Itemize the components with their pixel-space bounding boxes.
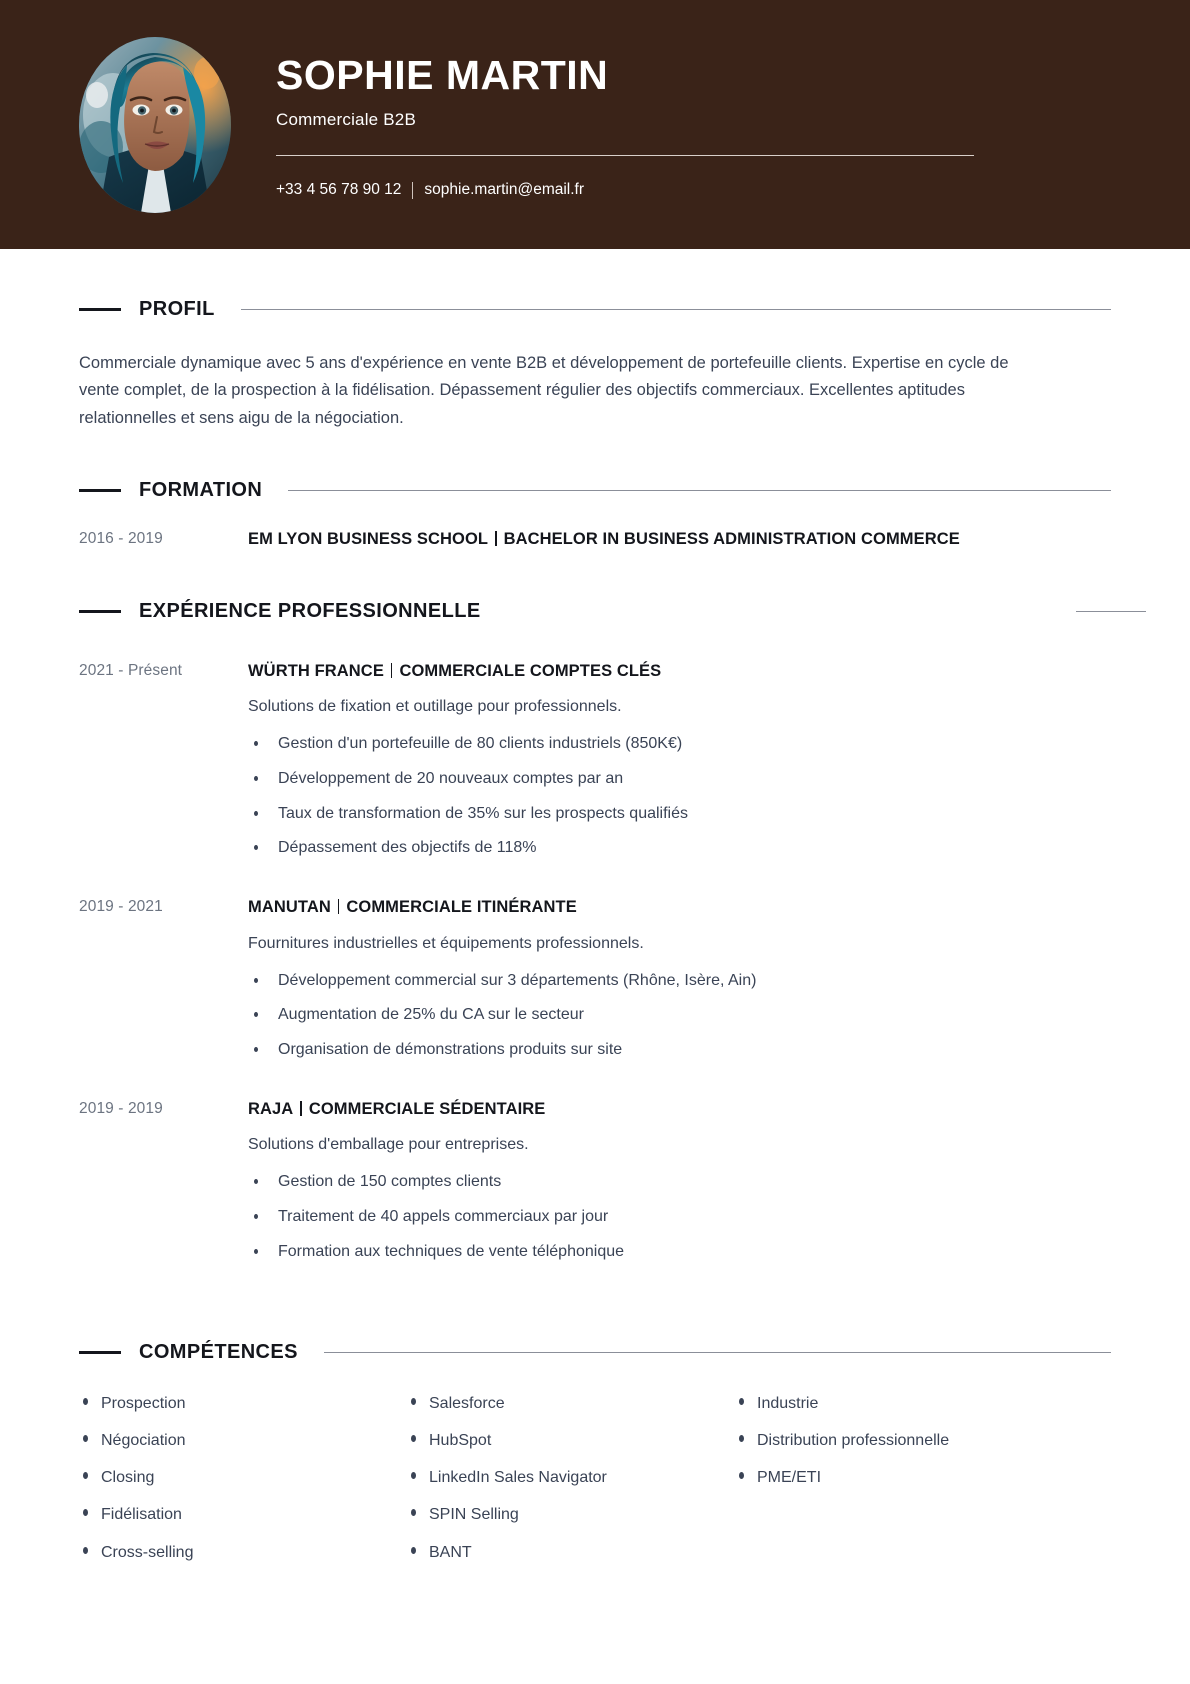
list-item: Traitement de 40 appels commerciaux par jour (248, 1207, 1111, 1228)
experience-details (248, 896, 1111, 1061)
education-period: 2016 - 2019 (79, 530, 163, 548)
education-title (248, 528, 1111, 551)
header-text-block (276, 50, 1190, 198)
experience-company: MANUTAN (248, 898, 331, 917)
list-item: Développement de 20 nouveaux comptes par an (248, 769, 1111, 790)
header-divider (276, 155, 974, 156)
contact-line (276, 181, 1190, 199)
experience-position: COMMERCIALE SÉDENTAIRE (308, 1099, 546, 1118)
title-separator-icon (495, 531, 497, 546)
list-item: Taux de transformation de 35% sur les prospects qualifiés (248, 804, 1111, 825)
avatar (79, 37, 231, 213)
resume-body (0, 298, 1190, 1580)
list-item: Développement commercial sur 3 départements (Rhône, Isère, Ain) (248, 971, 1111, 992)
list-item: Gestion d'un portefeuille de 80 clients industriels (850K€) (248, 734, 1111, 755)
title-separator-icon (391, 663, 393, 678)
experience-entry (79, 1098, 1111, 1263)
list-item: Industrie (735, 1394, 1111, 1413)
experience-period: 2019 - 2021 (79, 898, 163, 916)
education-school: EM LYON BUSINESS SCHOOL (248, 530, 489, 549)
section-header-competences (79, 1341, 1111, 1364)
page-title: SOPHIE MARTIN (276, 52, 609, 99)
list-item: SPIN Selling (407, 1505, 735, 1524)
education-degree: BACHELOR IN BUSINESS ADMINISTRATION COMMERCE (503, 530, 960, 549)
contact-separator (412, 182, 413, 199)
list-item: Closing (79, 1468, 407, 1487)
list-item: HubSpot (407, 1431, 735, 1450)
experience-bullet-list (248, 734, 1111, 859)
list-item: Prospection (79, 1394, 407, 1413)
phone-number: +33 4 56 78 90 12 (276, 180, 402, 198)
section-header-experience (79, 600, 1111, 623)
experience-position: COMMERCIALE ITINÉRANTE (346, 898, 577, 917)
list-item: Organisation de démonstrations produits sur site (248, 1040, 1111, 1061)
section-dash-icon (79, 610, 121, 613)
section-title-formation: FORMATION (139, 479, 263, 502)
education-details (248, 528, 1111, 551)
experience-description: Solutions d'emballage pour entreprises. (248, 1136, 529, 1154)
experience-details (248, 1098, 1111, 1263)
experience-bullet-list (248, 1172, 1111, 1262)
experience-bullet-list (248, 971, 1111, 1061)
list-item: BANT (407, 1543, 735, 1562)
experience-title (248, 896, 1111, 919)
section-title-competences: COMPÉTENCES (139, 1340, 298, 1363)
education-entry (79, 528, 1111, 551)
job-role-subtitle: Commerciale B2B (276, 109, 416, 129)
section-header-formation (79, 479, 1111, 502)
section-title-profil: PROFIL (139, 298, 215, 320)
experience-period: 2021 - Présent (79, 661, 183, 679)
skills-grid (79, 1394, 1111, 1580)
section-dash-icon (79, 1351, 121, 1354)
experience-position: COMMERCIALE COMPTES CLÉS (399, 661, 662, 680)
title-separator-icon (300, 1101, 302, 1116)
skills-column-3 (735, 1394, 1111, 1580)
section-rule (241, 309, 1111, 310)
experience-company: RAJA (248, 1099, 294, 1118)
list-item: Dépassement des objectifs de 118% (248, 838, 1111, 859)
list-item: Formation aux techniques de vente téléphonique (248, 1242, 1111, 1263)
experience-entry (79, 896, 1111, 1061)
avatar-photo-icon (79, 37, 231, 213)
list-item: Distribution professionnelle (735, 1431, 1111, 1450)
title-separator-icon (338, 899, 340, 914)
experience-description: Fournitures industrielles et équipements professionnels. (248, 934, 644, 952)
list-item: PME/ETI (735, 1468, 1111, 1487)
list-item: Augmentation de 25% du CA sur le secteur (248, 1005, 1111, 1026)
section-header-profil (79, 298, 1111, 321)
section-rule (507, 611, 1111, 612)
experience-company: WÜRTH FRANCE (248, 661, 384, 680)
list-item: Fidélisation (79, 1505, 407, 1524)
experience-description: Solutions de fixation et outillage pour professionnels. (248, 697, 622, 715)
section-rule (324, 1352, 1111, 1353)
section-dash-icon (79, 489, 121, 492)
experience-entry (79, 660, 1111, 860)
skills-column-2 (407, 1394, 735, 1580)
experience-title (248, 660, 1111, 683)
section-title-experience: EXPÉRIENCE PROFESSIONNELLE (139, 599, 481, 622)
skills-column-1 (79, 1394, 407, 1580)
section-dash-icon (79, 308, 121, 311)
experience-details (248, 660, 1111, 860)
list-item: LinkedIn Sales Navigator (407, 1468, 735, 1487)
list-item: Gestion de 150 comptes clients (248, 1172, 1111, 1193)
section-rule (288, 490, 1111, 491)
profile-summary-text: Commerciale dynamique avec 5 ans d'expérience en vente B2B et développement de portefeuille clients. Expertise en cycle de vente complet, de la prospection à la fidélisation. Dépassement régulier des objectifs commerciaux. Excellentes aptitudes relationnelles et sens aigu de la négociation. (79, 354, 1009, 427)
list-item: Cross-selling (79, 1543, 407, 1562)
email-address: sophie.martin@email.fr (424, 180, 585, 198)
experience-period: 2019 - 2019 (79, 1099, 163, 1117)
list-item: Négociation (79, 1431, 407, 1450)
list-item: Salesforce (407, 1394, 735, 1413)
resume-header (0, 0, 1190, 249)
experience-title (248, 1098, 1111, 1121)
